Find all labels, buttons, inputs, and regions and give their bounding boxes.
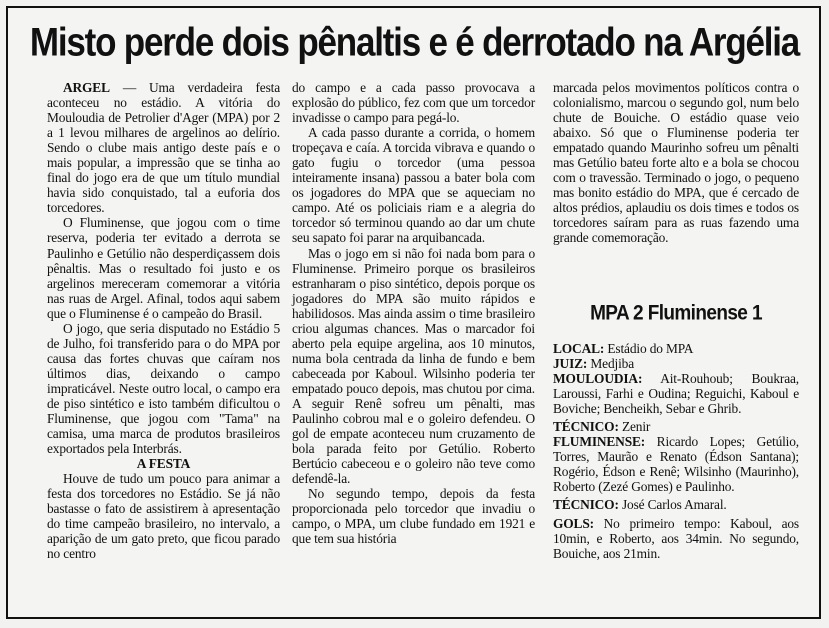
paragraph: Houve de tudo um pouco para animar a festa dos torcedores no Estádio. Se já não bastasse o fato de assistirem à apresentação do time campeão brasileiro, no intervalo, a aparição de um gato preto, que ficou parado no centro <box>47 471 280 562</box>
value: Medjiba <box>587 356 634 372</box>
paragraph: No segundo tempo, depois da festa proporcionada pelo torcedor que invadiu o campo, o MPA, um clube fundado em 1921 e que tem sua história <box>292 486 535 547</box>
label: GOLS: <box>553 515 594 531</box>
column-1 <box>47 80 280 562</box>
coach-line <box>553 497 799 512</box>
value: Estádio do MPA <box>604 341 694 356</box>
label: MOULOUDIA: <box>553 371 643 387</box>
match-summary-box <box>553 341 799 564</box>
paragraph: O jogo, que seria disputado no Estádio 5 de Julho, foi transferido para o do MPA por causa das fortes chuvas que caíram nos últimos dias, deixando o campo impraticável. Neste outro local, o campo era de piso sintético e isto também dificultou o Fluminense, que jogou com "Tama" na camisa, uma marca de produtos brasileiros exportados pela Interbrás. <box>47 320 280 457</box>
subheading: A FESTA <box>136 456 191 472</box>
label: TÉCNICO: <box>553 497 619 513</box>
value: No primeiro tempo: Kaboul, aos 10min, e Roberto, aos 34min. No segundo, Bouiche, aos 21min. <box>553 515 799 561</box>
goals-line <box>553 516 799 561</box>
paragraph-text: — Uma verdadeira festa aconteceu no estádio. A vitória do Mouloudia de Petrolier d'Ager (MPA) por 2 a 1 levou milhares de argelinos ao delírio. Sendo o clube mais antigo deste país e o mais popular, a impressão que se tinha ao final do jogo era de que um título mundial havia sido conquistado, tal a euforia dos torcedores. <box>47 80 280 216</box>
dateline: ARGEL <box>63 80 110 95</box>
headline: Misto perde dois pênaltis e é derrotado na Argélia <box>29 20 800 65</box>
label: LOCAL: <box>553 341 605 356</box>
local-line <box>553 341 799 416</box>
paragraph: A cada passo durante a corrida, o homem tropeçava e caía. A torcida vibrava e quando o gato fugiu o torcedor (uma pessoa inteiramente insana) passou a bater bola com os jogadores do MPA que se aqueciam no campo. Até os policiais riam e a alegria do torcedor só terminou quando ao dar um chute seu sapato foi parar na arquibancada. <box>292 125 535 246</box>
team-line <box>553 419 799 494</box>
value: Zenir <box>618 419 651 435</box>
paragraph: O Fluminense, que jogou com o time reserva, poderia ter evitado a derrota se Paulinho e Getúlio não desperdiçassem dois pênaltis. Mas o resultado foi justo e os argelinos mereceram comemorar a vitória nas ruas de Argel. Afinal, todos aqui sabem que o Fluminense é o campeão do Brasil. <box>47 215 280 321</box>
value: Ricardo Lopes; Getúlio, Torres, Maurão e Renato (Édson Santana); Rogério, Édson e Renê; Wilsinho (Maurinho), Roberto (Zezé Gomes) e Paulinho. <box>553 434 799 495</box>
paragraph: do campo e a cada passo provocava a explosão do público, fez com que um torcedor invadisse o campo para pegá-lo. <box>292 80 535 126</box>
paragraph <box>47 80 280 215</box>
paragraph: marcada pelos movimentos políticos contra o colonialismo, marcou o segundo gol, num belo chute de Bouiche. O estádio quase veio abaixo. Só que o Fluminense poderia ter empatado quando Maurinho sofreu um pênalti mas Getúlio bateu forte alto e a bola se chocou com o travessão. Terminado o jogo, o pequeno mas bonito estádio do MPA, que é cercado de altos prédios, aplaudiu os dois times e todos os torcedores saíram para as ruas fazendo uma grande comemoração. <box>553 80 799 246</box>
value: José Carlos Amaral. <box>618 497 727 513</box>
value: Ait-Rouhoub; Boukraa, Laroussi, Farhi e Oudina; Reguichi, Kaboul e Boviche; Bencheikh, Sebar e Ghrib. <box>553 371 799 417</box>
box-title: MPA 2 Fluminense 1 <box>590 301 762 326</box>
column-2 <box>292 80 535 546</box>
label: JUIZ: <box>553 356 588 372</box>
label: FLUMINENSE: <box>553 434 646 450</box>
column-3 <box>553 80 799 246</box>
label: TÉCNICO: <box>553 419 619 435</box>
paragraph: Mas o jogo em si não foi nada bom para o Fluminense. Primeiro porque os brasileiros estranharam o piso sintético, depois porque os jogadores do MPA são muito rápidos e habilidosos. Mas ainda assim o time brasileiro criou algumas chances. Mas o marcador foi aberto pela equipe argelina, aos 10 minutos, numa bola centrada da linha de fundo e bem cabeceada por Kaboul. Wilsinho poderia ter empatado pouco depois, mas chutou por cima. A seguir Renê sofreu um pênalti, mas Paulinho cobrou mal e o goleiro defendeu. O gol de empate aconteceu num cruzamento de bola parada feito por Getúlio. Roberto Bertúcio cabeceou e o goleiro não teve como defendê-la. <box>292 245 535 487</box>
